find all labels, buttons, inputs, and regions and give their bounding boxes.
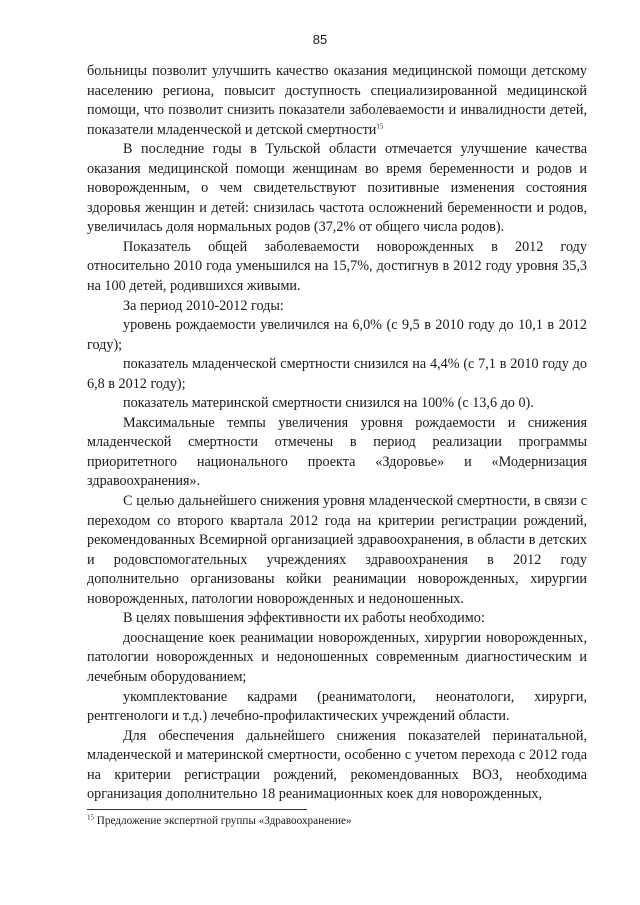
footnote-marker: 15 — [87, 813, 94, 822]
footnote-reference: 15 — [376, 121, 384, 130]
paragraph-1 — [87, 62, 587, 140]
paragraph-12: укомплектование кадрами (реаниматологи, неонатологи, хирурги, рентгенологи и т.д.) лечебно-профилактических учреждений области. — [87, 688, 587, 725]
paragraph-1-text: больницы позволит улучшить качество оказания медицинской помощи детскому населению региона, повысит доступность специализированной медицинской помощи, что позволит снизить показатели заболеваемости и инвалидности детей, показатели младенческой и детской смертности — [87, 63, 587, 138]
paragraph-11: дооснащение коек реанимации новорожденных, хирургии новорожденных, патологии новорожденных и недоношенных современным диагностическим и лечебным оборудованием; — [87, 629, 587, 685]
paragraph-8: Максимальные темпы увеличения уровня рождаемости и снижения младенческой смертности отмечены в период реализации программы приоритетного национального проекта «Здоровье» и «Модернизация здравоохранения». — [87, 414, 587, 490]
footnote-divider — [87, 809, 307, 810]
paragraph-10: В целях повышения эффективности их работы необходимо: — [123, 610, 485, 627]
footnote — [87, 815, 587, 827]
paragraph-3: Показатель общей заболеваемости новорожденных в 2012 году относительно 2010 года уменьшился на 15,7%, достигнув в 2012 году уровня 35,3 на 100 детей, родившихся живыми. — [87, 238, 587, 295]
paragraph-5: уровень рождаемости увеличился на 6,0% (с 9,5 в 2010 году до 10,1 в 2012 году); — [87, 317, 587, 353]
paragraph-9: С целью дальнейшего снижения уровня младенческой смертности, в связи с переходом со второго квартала 2012 года на критерии регистрации рождений, рекомендованных Всемирной организацией здравоохранения, в области в детских и родовспомогательных учреждениях здравоохранения в 2012 году дополнительно организованы койки реанимации новорожденных, хирургии новорожденных, патологии новорожденных и недоношенных. — [87, 493, 587, 607]
paragraph-4: За период 2010-2012 годы: — [123, 297, 284, 314]
paragraph-2: В последние годы в Тульской области отмечается улучшение качества оказания медицинской помощи женщинам во время беременности и родов и новорожденным, о чем свидетельствуют позитивные изменения состояния здоровья женщин и детей: снизилась частота осложнений беременности и родов, увеличилась доля нормальных родов (37,2% от общего числа родов). — [87, 141, 587, 236]
paragraph-7: показатель материнской смертности снизился на 100% (с 13,6 до 0). — [123, 395, 534, 412]
paragraph-13: Для обеспечения дальнейшего снижения показателей перинатальной, младенческой и материнской смертности, особенно с учетом перехода с 2012 года на критерии регистрации рождений, рекомендованных ВОЗ, необходима организация дополнительно 18 реанимационных коек для новорожденных, — [87, 727, 587, 803]
body-text — [87, 62, 587, 805]
paragraph-6: показатель младенческой смертности снизился на 4,4% (с 7,1 в 2010 году до 6,8 в 2012 году); — [87, 356, 587, 392]
page-number: 85 — [312, 32, 328, 47]
footnote-text: Предложение экспертной группы «Здравоохранение» — [96, 815, 352, 827]
